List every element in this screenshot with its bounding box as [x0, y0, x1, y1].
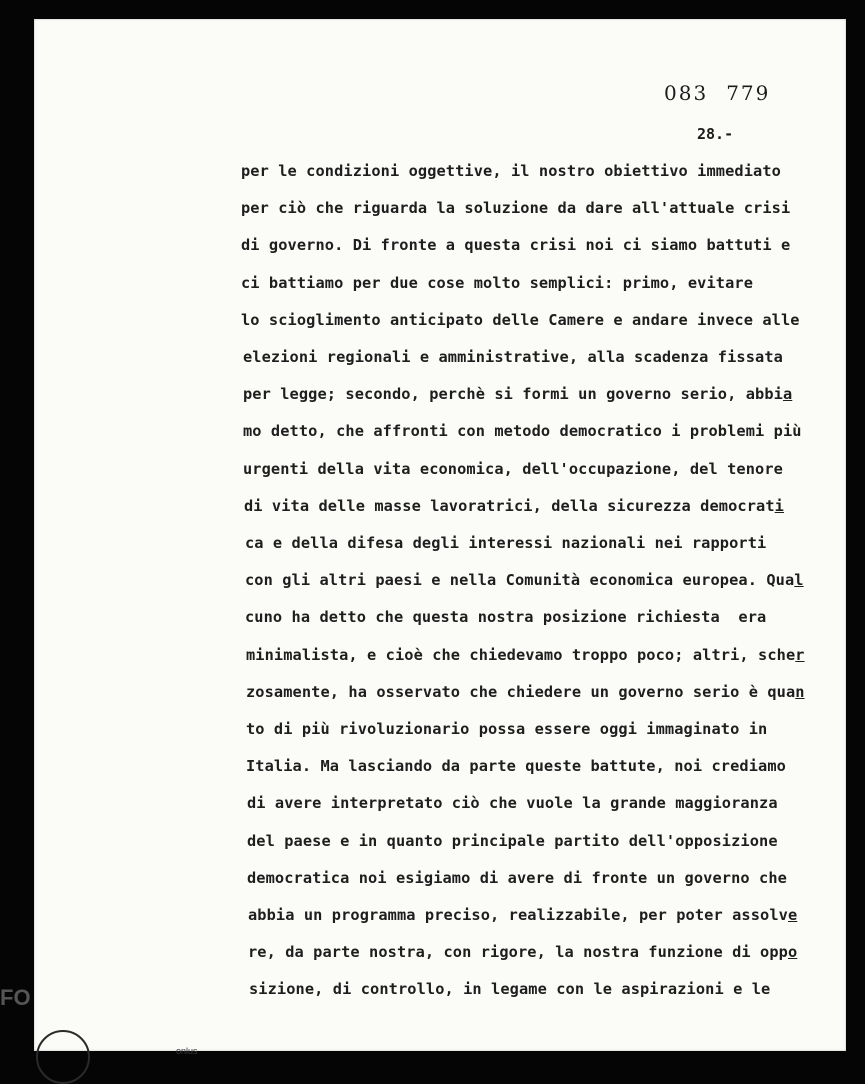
document-number	[664, 81, 770, 105]
underlined-hyphenation: o	[787, 943, 798, 962]
text-line: to di più rivoluzionario possa essere oggi immaginato in	[246, 720, 768, 738]
text-line: ci battiamo per due cose molto semplici: primo, evitare	[241, 273, 754, 292]
text-line-main: re, da parte nostra, con rigore, la nostra funzione di opp	[248, 943, 788, 962]
underlined-hyphenation: a	[782, 385, 793, 404]
text-line: di avere interpretato ciò che vuole la grande maggioranza	[247, 794, 778, 813]
underlined-hyphenation: l	[794, 571, 804, 590]
text-line	[248, 906, 797, 924]
text-line-main: con gli altri paesi e nella Comunità economica europea. Qua	[245, 571, 795, 590]
text-line-main: di vita delle masse lavoratrici, della sicurezza democrat	[244, 496, 775, 515]
text-line: ca e della difesa degli interessi nazionali nei rapporti	[245, 534, 767, 552]
text-line: per ciò che riguarda la soluzione da dare all'attuale crisi	[241, 199, 791, 218]
text-line: Italia. Ma lasciando da parte queste battute, noi crediamo	[246, 757, 786, 776]
document-page	[34, 19, 846, 1051]
text-line: di governo. Di fronte a questa crisi noi ci siamo battuti e	[241, 236, 791, 255]
text-line: sizione, di controllo, in legame con le aspirazioni e le	[249, 980, 771, 999]
text-line: urgenti della vita economica, dell'occupazione, del tenore	[243, 459, 783, 478]
text-line: del paese e in quanto principale partito dell'opposizione	[247, 831, 778, 850]
underlined-hyphenation: e	[787, 906, 798, 924]
archive-watermark-caption: onlus	[176, 1046, 198, 1056]
underlined-hyphenation: r	[795, 645, 805, 664]
underlined-hyphenation: n	[795, 682, 805, 701]
page-number: 28.-	[697, 125, 734, 143]
text-line: lo scioglimento anticipato delle Camere e andare invece alle	[241, 310, 800, 329]
text-line	[244, 497, 784, 515]
doc-number-part-b: 779	[726, 81, 771, 105]
underlined-hyphenation: i	[774, 496, 784, 515]
archive-watermark-text: FO	[0, 985, 31, 1010]
text-line-main: zosamente, ha osservato che chiedere un governo serio è qua	[246, 682, 796, 701]
text-line-main: minimalista, e cioè che chiedevamo troppo poco; altri, sche	[246, 645, 796, 664]
text-line: per le condizioni oggettive, il nostro obiettivo immediato	[241, 162, 781, 180]
text-line	[243, 385, 792, 403]
text-line	[248, 943, 797, 961]
text-line	[246, 683, 805, 701]
text-line: democratica noi esigiamo di avere di fronte un governo che	[247, 868, 787, 887]
text-line: cuno ha detto che questa nostra posizione richiesta era	[245, 608, 767, 627]
text-line	[245, 571, 804, 589]
text-line-main: abbia un programma preciso, realizzabile, per poter assolv	[248, 906, 788, 924]
text-line: mo detto, che affronti con metodo democratico i problemi più	[243, 422, 802, 441]
text-line-main: per legge; secondo, perchè si formi un governo serio, abbi	[243, 385, 783, 404]
doc-number-part-a: 083	[664, 81, 709, 105]
text-line	[246, 646, 805, 664]
text-line: elezioni regionali e amministrative, alla scadenza fissata	[243, 348, 783, 366]
archive-logo-circle	[36, 1030, 90, 1084]
